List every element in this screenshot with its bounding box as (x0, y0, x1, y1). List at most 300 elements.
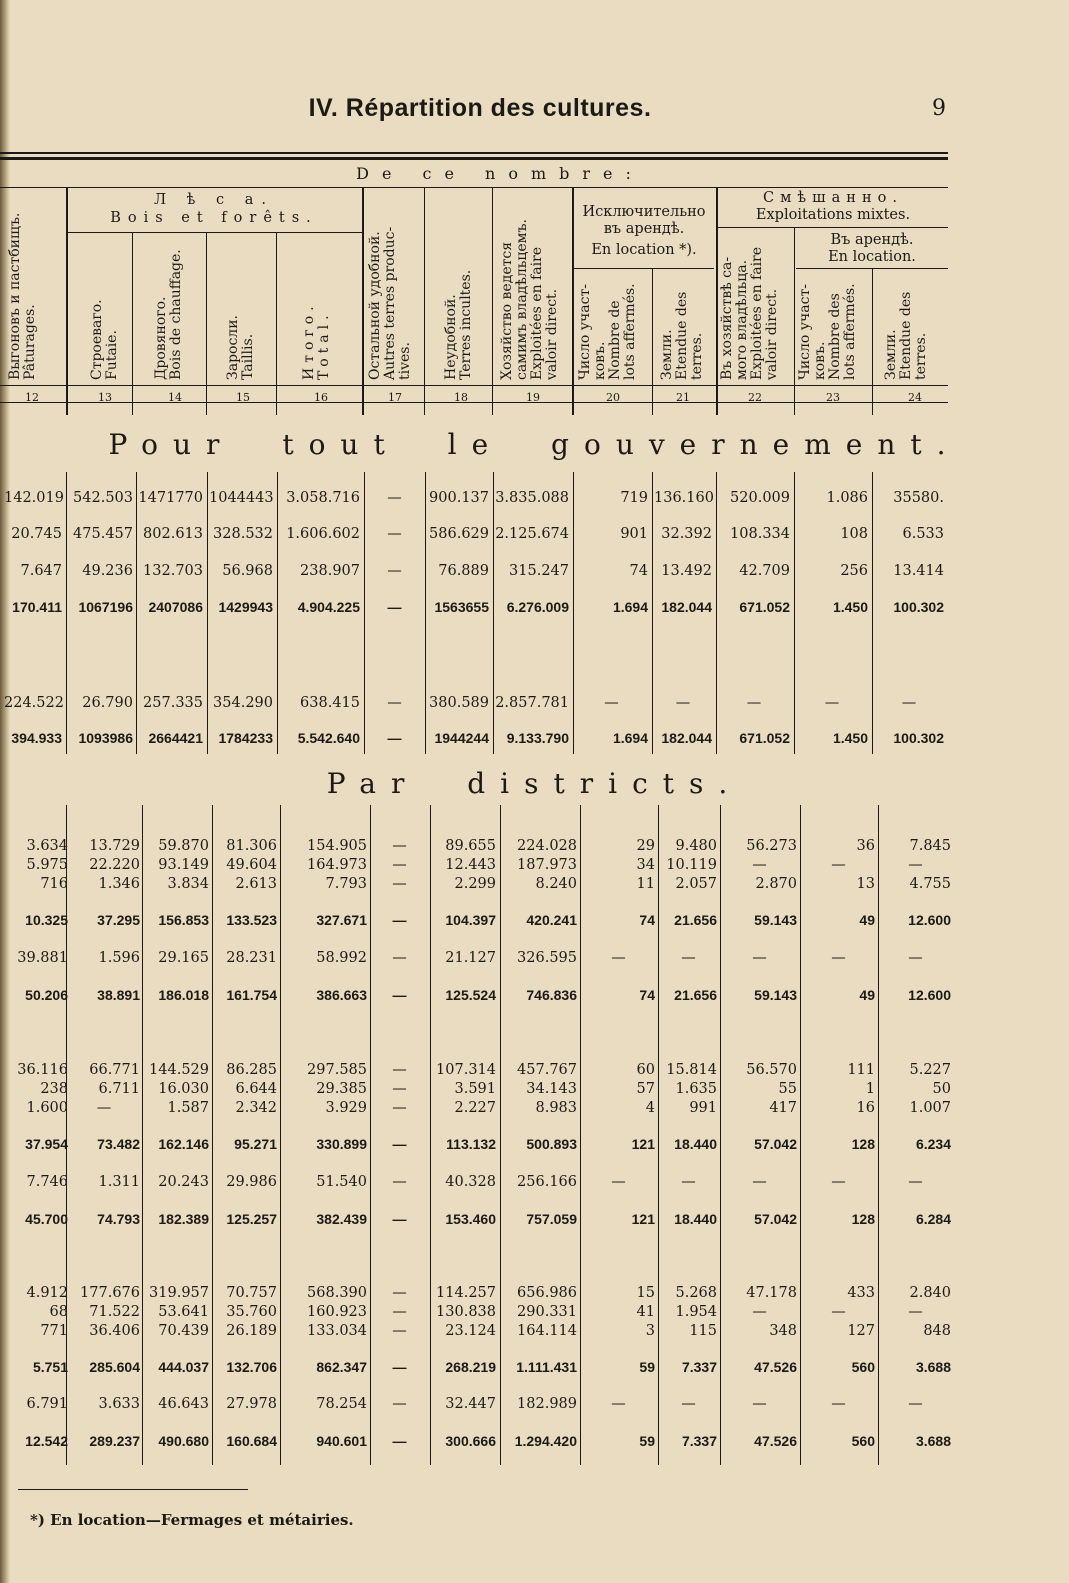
table-cell: 5.268 (675, 1285, 717, 1301)
table-cell: 4.904.225 (297, 599, 360, 615)
table-cell: — (681, 1174, 696, 1190)
table-cell: 802.613 (143, 526, 203, 542)
table-cell: 2.125.674 (495, 526, 569, 542)
table-cell: 49 (859, 912, 875, 928)
section-title-districts: Par districts. (326, 767, 743, 800)
table-cell: 6.234 (915, 1136, 951, 1152)
table-cell: 1.450 (832, 599, 868, 615)
col-rule (492, 187, 493, 415)
col21-header: Земли. Etendue des terres. (659, 291, 705, 380)
table-cell: 457.767 (517, 1062, 577, 1078)
section-title-gouvernement: Pour tout le gouvernement. (108, 428, 961, 461)
table-row (0, 1396, 1069, 1414)
table-cell: 1.450 (832, 730, 868, 746)
table-row (0, 1359, 1069, 1377)
table-cell: 3.835.088 (495, 490, 569, 506)
table-cell: — (392, 950, 407, 966)
table-cell: 2.299 (454, 876, 496, 892)
table-row (0, 1174, 1069, 1192)
table-cell: 12.542 (25, 1433, 68, 1449)
table-cell: 29.385 (316, 1081, 367, 1097)
table-cell: 70.757 (226, 1285, 277, 1301)
table-cell: 3.929 (325, 1100, 367, 1116)
table-cell: 107.314 (436, 1062, 496, 1078)
exclusive-header-fr: En location *). (591, 242, 697, 258)
table-cell: 5.227 (909, 1062, 951, 1078)
table-cell: — (611, 1396, 626, 1412)
table-cell: 1.294.420 (514, 1433, 577, 1449)
table-cell: 22.220 (89, 857, 140, 873)
table-cell: 3.688 (915, 1433, 951, 1449)
column-number: 18 (454, 391, 468, 404)
table-row (0, 950, 1069, 968)
table-cell: — (908, 1174, 923, 1190)
table-cell: 560 (851, 1433, 875, 1449)
table-cell: 224.028 (517, 838, 577, 854)
table-cell: 93.149 (158, 857, 209, 873)
table-cell: 6.533 (902, 526, 944, 542)
table-cell: 257.335 (143, 695, 203, 711)
table-cell: 1.346 (98, 876, 140, 892)
table-cell: 18.440 (674, 1211, 717, 1227)
col18-header: Неудобной. Terres incultes. (443, 269, 474, 380)
table-cell: 2.857.781 (495, 695, 569, 711)
col-rule (362, 187, 364, 415)
table-cell: 89.655 (445, 838, 496, 854)
table-cell: — (392, 1323, 407, 1339)
table-cell: 21.127 (445, 950, 496, 966)
table-cell: 35580. (893, 490, 944, 506)
table-cell: — (387, 599, 402, 615)
table-cell: 9.480 (675, 838, 717, 854)
table-cell: 394.933 (11, 730, 62, 746)
table-cell: 1563655 (434, 599, 489, 615)
footnote: *) En location—Fermages et métairies. (30, 1511, 354, 1529)
table-cell: 848 (923, 1323, 951, 1339)
table-cell: 74.793 (97, 1211, 140, 1227)
de-ce-nombre-header: De ce nombre: (356, 164, 644, 183)
table-cell: 156.853 (158, 912, 209, 928)
table-cell: 42.709 (739, 563, 790, 579)
table-cell: — (752, 857, 767, 873)
table-cell: 20.243 (158, 1174, 209, 1190)
table-row (0, 1062, 1069, 1080)
table-cell: 297.585 (307, 1062, 367, 1078)
table-cell: 74 (629, 563, 648, 579)
table-cell: 285.604 (89, 1359, 140, 1375)
table-cell: 104.397 (445, 912, 496, 928)
table-cell: 6.711 (98, 1081, 140, 1097)
table-cell: — (392, 1136, 407, 1152)
table-cell: — (387, 730, 402, 746)
column-number: 12 (25, 391, 39, 404)
table-cell: 41 (636, 1304, 655, 1320)
table-row (0, 526, 1069, 544)
table-cell: 100.302 (893, 730, 944, 746)
table-cell: 4 (645, 1100, 655, 1116)
column-number: 20 (606, 391, 620, 404)
table-row (0, 1433, 1069, 1451)
table-cell: 7.337 (681, 1359, 717, 1375)
table-cell: — (752, 950, 767, 966)
table-cell: 238.907 (300, 563, 360, 579)
table-cell: 76.889 (438, 563, 489, 579)
table-cell: 3 (645, 1323, 655, 1339)
table-cell: 162.146 (158, 1136, 209, 1152)
table-cell: 59.143 (754, 912, 797, 928)
table-cell: 6.284 (915, 1211, 951, 1227)
table-cell: 18.440 (674, 1136, 717, 1152)
table-cell: 746.836 (526, 987, 577, 1003)
table-cell: — (392, 987, 407, 1003)
table-cell: 1.600 (26, 1100, 68, 1116)
table-cell: 5.975 (26, 857, 68, 873)
table-cell: 108.334 (730, 526, 790, 542)
table-cell: 13.492 (661, 563, 712, 579)
table-cell: 47.526 (754, 1359, 797, 1375)
col-rule (652, 268, 653, 415)
table-cell: 3.591 (454, 1081, 496, 1097)
table-cell: 21.656 (674, 912, 717, 928)
table-cell: — (387, 490, 402, 506)
table-cell: 7.337 (681, 1433, 717, 1449)
table-cell: — (831, 857, 846, 873)
table-cell: 132.703 (143, 563, 203, 579)
table-cell: 5.542.640 (297, 730, 360, 746)
col-rule (424, 187, 425, 415)
col17-header: Остальной удобной. Autres terres produc- tives. (367, 226, 413, 380)
table-cell: — (392, 1100, 407, 1116)
table-cell: 4.912 (26, 1285, 68, 1301)
table-cell: 354.290 (213, 695, 273, 711)
table-cell: 1.635 (675, 1081, 717, 1097)
table-cell: 37.295 (97, 912, 140, 928)
table-cell: 59 (639, 1359, 655, 1375)
table-cell: 1.694 (612, 599, 648, 615)
table-cell: 417 (769, 1100, 797, 1116)
table-cell: 177.676 (80, 1285, 140, 1301)
table-row (0, 563, 1069, 581)
col19-header: Хозяйство ведется самимъ владѣльцемъ. Exploitées en faire valoir direct. (499, 219, 560, 380)
table-cell: 39.881 (17, 950, 68, 966)
table-cell: 49.604 (226, 857, 277, 873)
table-cell: 70.439 (158, 1323, 209, 1339)
col16-header: Итого. Total. (301, 301, 332, 380)
table-cell: 161.754 (226, 987, 277, 1003)
table-cell: 2407086 (148, 599, 203, 615)
table-cell: 638.415 (300, 695, 360, 711)
table-row (0, 730, 1069, 748)
table-cell: — (908, 1304, 923, 1320)
column-number: 16 (314, 391, 328, 404)
table-cell: 95.271 (234, 1136, 277, 1152)
table-cell: 15.814 (666, 1062, 717, 1078)
footnote-rule (18, 1489, 248, 1490)
table-cell: 289.237 (89, 1433, 140, 1449)
table-cell: 132.706 (226, 1359, 277, 1375)
table-cell: 47.178 (746, 1285, 797, 1301)
table-cell: 182.389 (158, 1211, 209, 1227)
table-cell: 2.870 (755, 876, 797, 892)
table-cell: 32.392 (661, 526, 712, 542)
table-cell: 386.663 (316, 987, 367, 1003)
col12-header: Выгоновъ и пастбищъ. Pâturages. (7, 212, 38, 380)
table-cell: 133.034 (307, 1323, 367, 1339)
column-number: 21 (676, 391, 690, 404)
table-cell: 1.694 (612, 730, 648, 746)
table-cell: 100.302 (893, 599, 944, 615)
table-cell: 40.328 (445, 1174, 496, 1190)
table-cell: 53.641 (158, 1304, 209, 1320)
col-rule (872, 268, 873, 415)
column-number: 22 (748, 391, 762, 404)
table-cell: 901 (620, 526, 648, 542)
table-cell: 37.954 (25, 1136, 68, 1152)
table-cell: 23.124 (445, 1323, 496, 1339)
table-cell: 1.111.431 (516, 1359, 577, 1375)
table-cell: 13 (856, 876, 875, 892)
table-cell: 1.587 (167, 1100, 209, 1116)
table-cell: 671.052 (739, 730, 790, 746)
table-cell: 6.791 (26, 1396, 68, 1412)
table-cell: 66.771 (89, 1062, 140, 1078)
column-number: 23 (826, 391, 840, 404)
table-cell: 7.793 (325, 876, 367, 892)
table-cell: 3.634 (26, 838, 68, 854)
col20-header: Число участ- ковъ. Nombre de lots affermés. (577, 283, 638, 380)
table-cell: 319.957 (149, 1285, 209, 1301)
table-cell: 21.656 (674, 987, 717, 1003)
table-cell: 757.059 (526, 1211, 577, 1227)
table-cell: 256.166 (517, 1174, 577, 1190)
table-cell: 187.973 (517, 857, 577, 873)
table-cell: 114.257 (436, 1285, 496, 1301)
table-cell: 45.700 (25, 1211, 68, 1227)
table-cell: 771 (40, 1323, 68, 1339)
column-number: 17 (388, 391, 402, 404)
table-cell: 380.589 (429, 695, 489, 711)
table-cell: 11 (636, 876, 655, 892)
table-cell: 115 (689, 1323, 717, 1339)
table-row (0, 695, 1069, 713)
table-cell: 182.044 (661, 730, 712, 746)
table-cell: 160.923 (307, 1304, 367, 1320)
table-cell: — (392, 1396, 407, 1412)
table-row (0, 876, 1069, 894)
table-row (0, 987, 1069, 1005)
table-cell: 81.306 (226, 838, 277, 854)
table-cell: — (831, 1174, 846, 1190)
table-cell: 290.331 (517, 1304, 577, 1320)
table-cell: — (96, 1100, 112, 1116)
table-cell: 28.231 (226, 950, 277, 966)
table-cell: — (901, 695, 917, 711)
header-rule-top-2 (0, 157, 948, 160)
table-cell: 71.522 (89, 1304, 140, 1320)
table-cell: 6.644 (235, 1081, 277, 1097)
table-cell: 26.189 (226, 1323, 277, 1339)
table-cell: 900.137 (429, 490, 489, 506)
table-cell: 9.133.790 (506, 730, 569, 746)
table-cell: 153.460 (445, 1211, 496, 1227)
table-cell: 182.044 (661, 599, 712, 615)
table-cell: 1 (865, 1081, 875, 1097)
table-cell: 315.247 (509, 563, 569, 579)
table-cell: — (675, 695, 691, 711)
table-cell: 182.989 (517, 1396, 577, 1412)
table-cell: 862.347 (316, 1359, 367, 1375)
table-cell: 46.643 (158, 1396, 209, 1412)
table-row (0, 1304, 1069, 1322)
table-row (0, 838, 1069, 856)
table-cell: 36.116 (17, 1062, 68, 1078)
table-cell: 36.406 (89, 1323, 140, 1339)
table-cell: 2.342 (235, 1100, 277, 1116)
column-number: 24 (908, 391, 922, 404)
table-cell: — (392, 838, 407, 854)
table-cell: 50.206 (25, 987, 68, 1003)
table-cell: 8.983 (535, 1100, 577, 1116)
table-cell: 15 (636, 1285, 655, 1301)
table-cell: 56.570 (746, 1062, 797, 1078)
table-cell: 940.601 (316, 1433, 367, 1449)
table-cell: — (752, 1396, 767, 1412)
col22-header: Въ хозяйствѣ са- мого владѣльца. Exploitées en faire valoir direct. (719, 246, 780, 380)
table-row (0, 857, 1069, 875)
table-cell: 1044443 (209, 490, 274, 506)
table-cell: 382.439 (316, 1211, 367, 1227)
table-cell: — (387, 695, 402, 711)
table-cell: 35.760 (226, 1304, 277, 1320)
col15-header: Заросли. Taillis. (225, 315, 256, 380)
table-cell: 32.447 (445, 1396, 496, 1412)
table-cell: 3.633 (98, 1396, 140, 1412)
table-row (0, 912, 1069, 930)
table-cell: — (824, 695, 840, 711)
table-cell: 12.600 (908, 912, 951, 928)
table-cell: 29.165 (158, 950, 209, 966)
col-rule (132, 232, 133, 415)
table-row (0, 1211, 1069, 1229)
mixed-sub-rule (718, 227, 948, 228)
table-cell: — (387, 526, 402, 542)
col23-header: Число участ- ковъ. Nombre des lots affermés. (797, 283, 858, 380)
table-cell: 300.666 (445, 1433, 496, 1449)
table-cell: — (392, 1081, 407, 1097)
table-cell: 671.052 (739, 599, 790, 615)
table-cell: 3.834 (167, 876, 209, 892)
table-cell: — (392, 1211, 407, 1227)
table-cell: 2.227 (454, 1100, 496, 1116)
table-cell: 1944244 (434, 730, 489, 746)
table-cell: 56.968 (222, 563, 273, 579)
table-cell: 1.606.602 (286, 526, 360, 542)
table-cell: 1429943 (218, 599, 273, 615)
table-cell: 26.790 (82, 695, 133, 711)
table-cell: 111 (847, 1062, 875, 1078)
table-cell: — (831, 950, 846, 966)
table-cell: 490.680 (158, 1433, 209, 1449)
table-row (0, 1323, 1069, 1341)
table-cell: 38.891 (97, 987, 140, 1003)
table-cell: — (604, 695, 619, 711)
table-cell: — (752, 1304, 767, 1320)
table-cell: 50 (932, 1081, 951, 1097)
table-cell: 12.443 (445, 857, 496, 873)
table-cell: 16.030 (158, 1081, 209, 1097)
table-cell: 164.114 (517, 1323, 577, 1339)
table-cell: 586.629 (429, 526, 489, 542)
table-cell: 1093986 (78, 730, 133, 746)
table-cell: 716 (40, 876, 68, 892)
table-cell: — (392, 1285, 407, 1301)
table-cell: 13.414 (893, 563, 944, 579)
table-cell: — (392, 1359, 407, 1375)
col-rule (794, 227, 795, 415)
mixed-header-fr: Exploitations mixtes. (755, 207, 911, 223)
table-cell: 73.482 (97, 1136, 140, 1152)
table-cell: 4.755 (909, 876, 951, 892)
table-cell: — (392, 1174, 407, 1190)
table-cell: 238 (40, 1081, 68, 1097)
forest-header-ru: Л ѣ с а. (153, 192, 275, 208)
table-cell: 160.684 (226, 1433, 277, 1449)
table-cell: 20.745 (11, 526, 62, 542)
table-cell: 16 (856, 1100, 875, 1116)
table-cell: 1.311 (98, 1174, 140, 1190)
table-cell: 8.240 (535, 876, 577, 892)
table-cell: — (392, 1304, 407, 1320)
table-cell: 991 (689, 1100, 717, 1116)
table-cell: 136.160 (654, 490, 714, 506)
table-cell: 57.042 (754, 1136, 797, 1152)
table-cell: — (387, 563, 402, 579)
table-cell: 520.009 (730, 490, 790, 506)
col-rule (206, 232, 207, 415)
table-cell: 60 (636, 1062, 655, 1078)
table-cell: 125.257 (226, 1211, 277, 1227)
mixed-rent-header-ru: Въ арендѣ. (830, 232, 914, 248)
table-cell: 1.596 (98, 950, 140, 966)
table-cell: 170.411 (12, 599, 62, 615)
table-cell: — (908, 950, 923, 966)
table-cell: 1.954 (675, 1304, 717, 1320)
table-cell: 59 (639, 1433, 655, 1449)
table-cell: 433 (847, 1285, 875, 1301)
table-cell: 68 (49, 1304, 68, 1320)
table-cell: 326.595 (517, 950, 577, 966)
table-cell: 6.276.009 (506, 599, 569, 615)
exclusive-header-ru: Исключительно въ арендѣ. (582, 204, 706, 237)
table-cell: 133.523 (226, 912, 277, 928)
table-cell: 2.613 (235, 876, 277, 892)
page-title: IV. Répartition des cultures. (308, 94, 652, 122)
table-cell: 74 (639, 987, 655, 1003)
table-cell: — (831, 1396, 846, 1412)
col14-header: Дровяного. Bois de chauffage. (153, 249, 184, 380)
table-cell: 57 (636, 1081, 655, 1097)
table-cell: 128 (851, 1136, 875, 1152)
table-cell: 186.018 (158, 987, 209, 1003)
table-cell: — (908, 857, 923, 873)
table-cell: 113.132 (446, 1136, 496, 1152)
table-cell: 27.978 (226, 1396, 277, 1412)
table-cell: 327.671 (316, 912, 367, 928)
table-cell: 10.325 (25, 912, 68, 928)
page-number: 9 (932, 96, 946, 121)
table-cell: 154.905 (307, 838, 367, 854)
table-cell: 49.236 (82, 563, 133, 579)
